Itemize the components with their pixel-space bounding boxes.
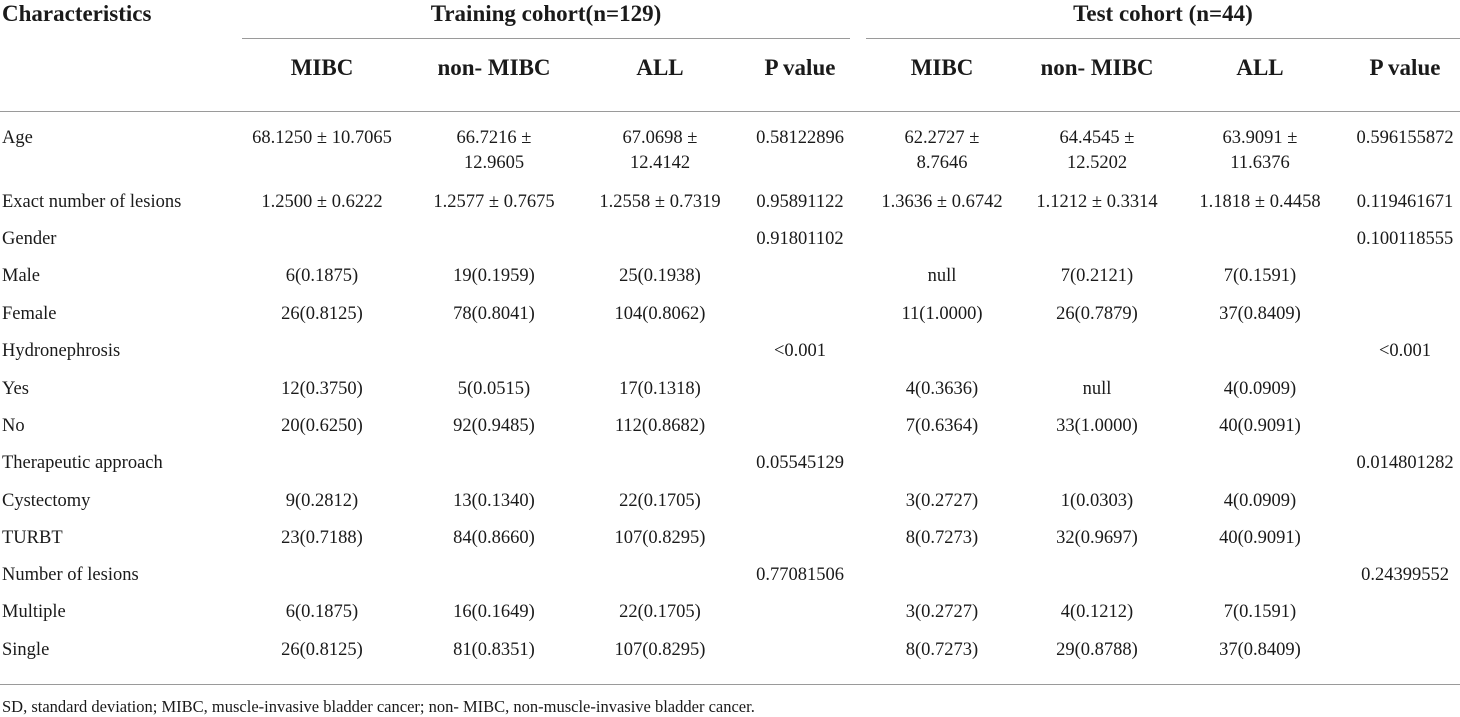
cell-line: 0.91801102 [756,229,844,249]
column-header-test-p-value: P value [1369,55,1441,80]
table-cell [1180,190,1340,215]
table-cell [240,190,405,215]
cell-line: 0.77081506 [756,565,844,585]
header-bottom-rule [0,111,1460,112]
row-label: Multiple [2,602,66,622]
table-cell [580,489,740,514]
cell-line: 11.6376 [1230,153,1290,173]
table-cell [580,264,740,289]
cell-line: 22(0.1705) [619,602,701,622]
table-cell [240,638,405,663]
cell-line: 12.5202 [1066,153,1128,173]
row-label: Yes [2,379,29,399]
cell-line: 29(0.8788) [1056,640,1138,660]
table-cell [240,600,405,625]
cell-line: <0.001 [773,341,827,361]
cell-line: 33(1.0000) [1056,416,1138,436]
cell-line: 1(0.0303) [1060,491,1134,511]
cell-line: 78(0.8041) [453,304,535,324]
table-cell [412,600,577,625]
table-cell [867,264,1017,289]
table-cell [240,526,405,551]
cell-line: 26(0.7879) [1056,304,1138,324]
table-cell [1180,377,1340,402]
table-cell [867,377,1017,402]
cell-line: 19(0.1959) [453,266,535,286]
cell-line: 64.4545 ± [1059,128,1135,148]
table-cell [745,126,855,151]
cell-line: 107(0.8295) [614,528,706,548]
cell-line: 20(0.6250) [281,416,363,436]
row-label: Female [2,304,57,324]
cell-line: 0.95891122 [756,192,844,212]
cell-line: 40(0.9091) [1219,416,1301,436]
cell-line: 1.1818 ± 0.4458 [1199,192,1321,212]
cell-line: 3(0.2727) [905,602,979,622]
table-cell [1180,414,1340,439]
table-cell [412,190,577,215]
cell-line: 4(0.3636) [905,379,979,399]
cell-line: 1.3636 ± 0.6742 [881,192,1003,212]
cell-line: 7(0.2121) [1060,266,1134,286]
table-cell [1345,451,1460,476]
cell-line: 17(0.1318) [619,379,701,399]
table-cell [867,302,1017,327]
table-cell [580,377,740,402]
cell-line: 12.4142 [629,153,691,173]
cell-line: 7(0.1591) [1223,266,1297,286]
table-cell [1345,339,1460,364]
cell-line: 8(0.7273) [905,640,979,660]
cell-line: null [1082,379,1112,399]
table-cell [867,489,1017,514]
cell-line: 1.1212 ± 0.3314 [1036,192,1158,212]
row-label: Therapeutic approach [2,453,163,473]
test-group-rule [866,38,1460,39]
table-cell [745,227,855,252]
cell-line: 11(1.0000) [901,304,983,324]
table-cell [745,451,855,476]
characteristics-header: Characteristics [2,1,152,26]
table-cell [867,126,1017,176]
training-cohort-header: Training cohort(n=129) [430,1,662,26]
row-label: No [2,416,25,436]
cell-line: 12(0.3750) [281,379,363,399]
table-cell [240,302,405,327]
cell-line: 8.7646 [916,153,968,173]
cell-line: 12.9605 [463,153,525,173]
table-cell [1345,227,1460,252]
cell-line: 104(0.8062) [614,304,706,324]
cell-line: 0.014801282 [1356,453,1454,473]
column-header-training-non-mibc: non- MIBC [437,55,551,80]
cell-line: 92(0.9485) [453,416,535,436]
table-cell [1017,377,1177,402]
cell-line: 22(0.1705) [619,491,701,511]
cell-line: 62.2727 ± [904,128,980,148]
row-label: Male [2,266,41,286]
table-cell [1345,563,1460,588]
cell-line: 0.119461671 [1356,192,1454,212]
table-cell [745,563,855,588]
table-cell [580,526,740,551]
table-cell [867,414,1017,439]
cell-line: 81(0.8351) [453,640,535,660]
cell-line: 66.7216 ± [456,128,532,148]
cell-line: <0.001 [1378,341,1432,361]
table-cell [240,126,405,151]
cell-line: 7(0.1591) [1223,602,1297,622]
row-label: Gender [2,229,57,249]
column-header-training-all: ALL [636,55,684,80]
table-cell [867,600,1017,625]
row-label: Cystectomy [2,491,91,511]
table-cell [1017,264,1177,289]
table-cell [580,190,740,215]
cell-line: 9(0.2812) [285,491,359,511]
cell-line: 3(0.2727) [905,491,979,511]
row-label: Age [2,128,33,148]
cell-line: 63.9091 ± [1222,128,1298,148]
table-cell [1180,264,1340,289]
table-cell [240,489,405,514]
column-header-test-mibc: MIBC [910,55,974,80]
table-cell [412,302,577,327]
cell-line: 0.100118555 [1356,229,1454,249]
table-cell [745,190,855,215]
table-cell [1180,600,1340,625]
cell-line: 7(0.6364) [905,416,979,436]
table-cell [1345,126,1460,151]
table-cell [412,526,577,551]
cell-line: 13(0.1340) [453,491,535,511]
row-label: Number of lesions [2,565,139,585]
table-cell [580,638,740,663]
cell-line: 0.24399552 [1361,565,1449,585]
cell-line: 1.2558 ± 0.7319 [599,192,721,212]
table-cell [1017,526,1177,551]
cell-line: 84(0.8660) [453,528,535,548]
table-cell [1017,190,1177,215]
table-cell [1180,302,1340,327]
column-header-training-p-value: P value [764,55,836,80]
table-cell [1017,489,1177,514]
cell-line: 4(0.1212) [1060,602,1134,622]
cell-line: 37(0.8409) [1219,640,1301,660]
cell-line: 1.2500 ± 0.6222 [261,192,383,212]
row-label: Exact number of lesions [2,192,182,212]
table-cell [580,600,740,625]
table-cell [1017,638,1177,663]
table-cell [580,126,740,176]
training-group-rule [242,38,850,39]
table-cell [412,414,577,439]
table-cell [580,302,740,327]
cell-line: 4(0.0909) [1223,379,1297,399]
table-cell [1180,526,1340,551]
cell-line: 67.0698 ± [622,128,698,148]
cell-line: 107(0.8295) [614,640,706,660]
table-cell [745,339,855,364]
table-cell [867,638,1017,663]
table-cell [1180,126,1340,176]
cell-line: null [927,266,957,286]
cell-line: 40(0.9091) [1219,528,1301,548]
cell-line: 6(0.1875) [285,266,359,286]
table-footnote: SD, standard deviation; MIBC, muscle-invasive bladder cancer; non- MIBC, non-muscle-invasive bladder cancer. [2,697,755,716]
row-label: TURBT [2,528,63,548]
row-label: Hydronephrosis [2,341,121,361]
table-cell [1017,126,1177,176]
cell-line: 0.05545129 [756,453,844,473]
test-cohort-header: Test cohort (n=44) [1073,1,1253,26]
cell-line: 32(0.9697) [1056,528,1138,548]
cell-line: 23(0.7188) [281,528,363,548]
table-cell [1017,302,1177,327]
cell-line: 25(0.1938) [619,266,701,286]
table-cell [240,414,405,439]
cell-line: 112(0.8682) [614,416,706,436]
column-header-test-all: ALL [1236,55,1284,80]
cell-line: 16(0.1649) [453,602,535,622]
cell-line: 37(0.8409) [1219,304,1301,324]
table-cell [412,264,577,289]
column-header-training-mibc: MIBC [290,55,354,80]
table-cell [240,377,405,402]
table-cell [867,190,1017,215]
cell-line: 5(0.0515) [457,379,531,399]
table-cell [412,489,577,514]
table-cell [1017,600,1177,625]
table-cell [1345,190,1460,215]
table-cell [412,377,577,402]
cell-line: 26(0.8125) [281,640,363,660]
cell-line: 26(0.8125) [281,304,363,324]
cell-line: 6(0.1875) [285,602,359,622]
table-cell [412,638,577,663]
cell-line: 8(0.7273) [905,528,979,548]
row-label: Single [2,640,50,660]
table-cell [1180,489,1340,514]
table-bottom-rule [0,684,1460,685]
table-cell [1017,414,1177,439]
cell-line: 1.2577 ± 0.7675 [433,192,555,212]
column-header-test-non-mibc: non- MIBC [1040,55,1154,80]
cell-line: 4(0.0909) [1223,491,1297,511]
cell-line: 0.596155872 [1356,128,1454,148]
cell-line: 68.1250 ± 10.7065 [252,128,392,148]
table-cell [1180,638,1340,663]
table-cell [867,526,1017,551]
table-cell [240,264,405,289]
cell-line: 0.58122896 [756,128,844,148]
table-cell [580,414,740,439]
table-cell [412,126,577,176]
